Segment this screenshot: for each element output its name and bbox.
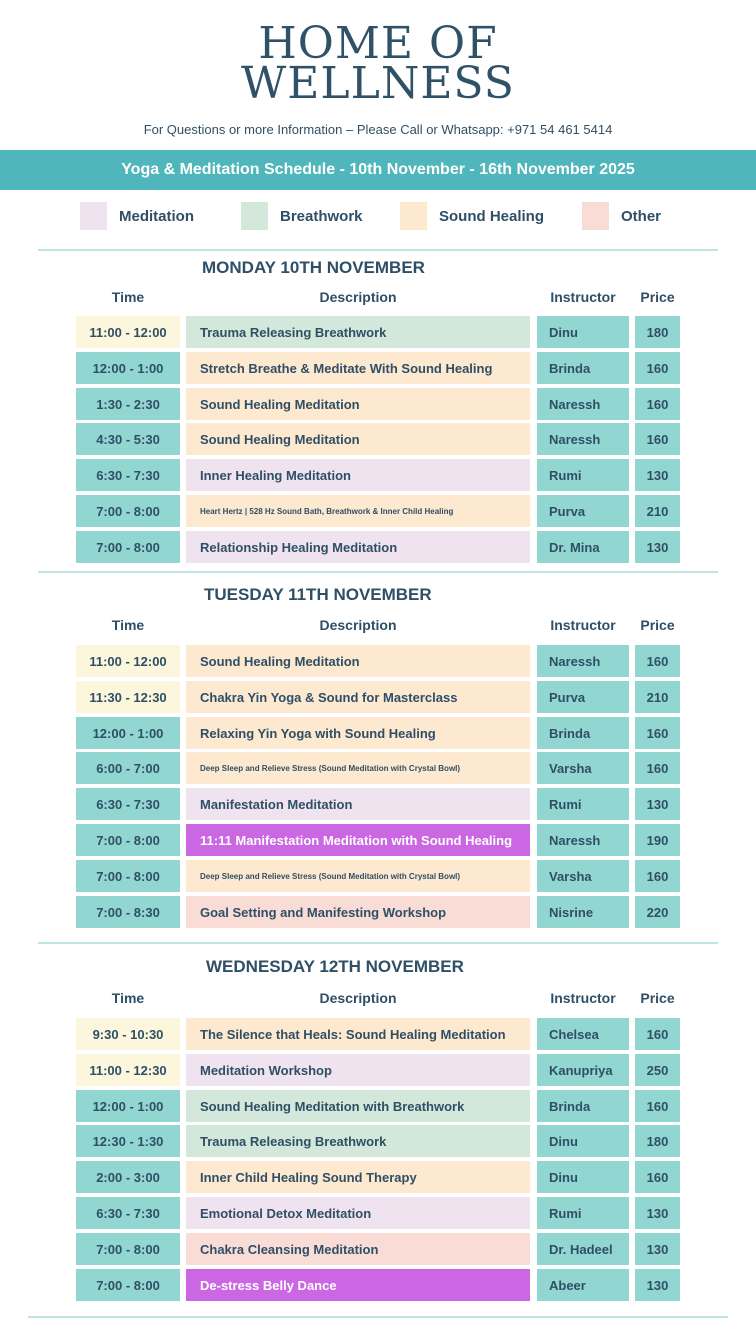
column-header-instructor: Instructor <box>550 289 616 305</box>
column-header-time: Time <box>111 289 145 305</box>
session-time: 6:30 - 7:30 <box>76 459 180 491</box>
column-header-description: Description <box>319 289 397 305</box>
session-description: Heart Hertz | 528 Hz Sound Bath, Breathwork & Inner Child Healing <box>186 495 530 527</box>
day-title: WEDNESDAY 12TH NOVEMBER <box>206 957 464 976</box>
session-time: 12:30 - 1:30 <box>76 1125 180 1157</box>
session-description: The Silence that Heals: Sound Healing Meditation <box>186 1018 530 1050</box>
session-time: 12:00 - 1:00 <box>76 1090 180 1122</box>
brand-logo-line1: HOME OF <box>258 18 498 69</box>
session-price: 160 <box>635 1090 680 1122</box>
contact-info: For Questions or more Information – Please Call or Whatsapp: +971 54 461 5414 <box>143 122 613 137</box>
session-description: Emotional Detox Meditation <box>186 1197 530 1229</box>
legend-sound-healing <box>400 202 544 230</box>
session-time: 6:30 - 7:30 <box>76 788 180 820</box>
session-time: 7:00 - 8:30 <box>76 896 180 928</box>
session-instructor: Chelsea <box>537 1018 629 1050</box>
section-divider <box>38 571 718 573</box>
session-time: 7:00 - 8:00 <box>76 824 180 856</box>
session-description: Trauma Releasing Breathwork <box>186 1125 530 1157</box>
session-instructor: Brinda <box>537 352 629 384</box>
session-instructor: Dinu <box>537 1125 629 1157</box>
session-instructor: Naressh <box>537 423 629 455</box>
session-instructor: Rumi <box>537 1197 629 1229</box>
session-time: 9:30 - 10:30 <box>76 1018 180 1050</box>
session-price: 160 <box>635 352 680 384</box>
session-instructor: Naressh <box>537 388 629 420</box>
session-time: 7:00 - 8:00 <box>76 531 180 563</box>
legend-meditation <box>80 202 194 230</box>
session-price: 160 <box>635 860 680 892</box>
session-price: 160 <box>635 423 680 455</box>
session-instructor: Purva <box>537 681 629 713</box>
brand-logo-line2: WELLNESS <box>241 58 515 109</box>
session-time: 7:00 - 8:00 <box>76 495 180 527</box>
session-description: Chakra Yin Yoga & Sound for Masterclass <box>186 681 530 713</box>
session-instructor: Nisrine <box>537 896 629 928</box>
session-description: Manifestation Meditation <box>186 788 530 820</box>
session-instructor: Naressh <box>537 824 629 856</box>
session-description: De-stress Belly Dance <box>186 1269 530 1301</box>
session-instructor: Dinu <box>537 1161 629 1193</box>
session-description: Chakra Cleansing Meditation <box>186 1233 530 1265</box>
column-header-description: Description <box>319 617 397 633</box>
column-header-instructor: Instructor <box>550 617 616 633</box>
session-instructor: Kanupriya <box>537 1054 629 1086</box>
session-time: 6:00 - 7:00 <box>76 752 180 784</box>
session-description: Inner Healing Meditation <box>186 459 530 491</box>
column-header-description: Description <box>319 990 397 1006</box>
session-description: Sound Healing Meditation <box>186 388 530 420</box>
session-time: 1:30 - 2:30 <box>76 388 180 420</box>
session-price: 160 <box>635 1161 680 1193</box>
legend-other <box>582 202 661 230</box>
session-description: Trauma Releasing Breathwork <box>186 316 530 348</box>
session-price: 190 <box>635 824 680 856</box>
session-instructor: Varsha <box>537 860 629 892</box>
session-time: 12:00 - 1:00 <box>76 717 180 749</box>
column-header-time: Time <box>111 617 145 633</box>
session-instructor: Abeer <box>537 1269 629 1301</box>
session-price: 130 <box>635 1269 680 1301</box>
session-instructor: Brinda <box>537 717 629 749</box>
legend-label: Breathwork <box>280 207 363 225</box>
session-description: Goal Setting and Manifesting Workshop <box>186 896 530 928</box>
session-time: 7:00 - 8:00 <box>76 1233 180 1265</box>
session-price: 130 <box>635 1197 680 1229</box>
session-description: Sound Healing Meditation <box>186 645 530 677</box>
section-divider <box>38 249 718 251</box>
session-instructor: Rumi <box>537 459 629 491</box>
session-price: 130 <box>635 459 680 491</box>
section-divider <box>28 1316 728 1318</box>
legend-label: Meditation <box>119 207 194 225</box>
column-header-price: Price <box>640 990 675 1006</box>
session-price: 250 <box>635 1054 680 1086</box>
session-price: 210 <box>635 495 680 527</box>
column-header-time: Time <box>111 990 145 1006</box>
session-time: 4:30 - 5:30 <box>76 423 180 455</box>
session-price: 180 <box>635 1125 680 1157</box>
day-title: TUESDAY 11TH NOVEMBER <box>204 585 432 604</box>
session-price: 130 <box>635 788 680 820</box>
session-description: Sound Healing Meditation <box>186 423 530 455</box>
session-instructor: Purva <box>537 495 629 527</box>
session-instructor: Brinda <box>537 1090 629 1122</box>
session-description: Meditation Workshop <box>186 1054 530 1086</box>
session-price: 160 <box>635 752 680 784</box>
session-time: 7:00 - 8:00 <box>76 860 180 892</box>
session-price: 160 <box>635 717 680 749</box>
session-time: 12:00 - 1:00 <box>76 352 180 384</box>
session-description: Inner Child Healing Sound Therapy <box>186 1161 530 1193</box>
session-instructor: Naressh <box>537 645 629 677</box>
legend-swatch-sound-healing <box>400 202 427 230</box>
column-header-price: Price <box>640 617 675 633</box>
session-instructor: Varsha <box>537 752 629 784</box>
session-description: Deep Sleep and Relieve Stress (Sound Meditation with Crystal Bowl) <box>186 752 530 784</box>
session-description: Relationship Healing Meditation <box>186 531 530 563</box>
legend-swatch-meditation <box>80 202 107 230</box>
section-divider <box>38 942 718 944</box>
session-time: 2:00 - 3:00 <box>76 1161 180 1193</box>
session-time: 11:00 - 12:00 <box>76 316 180 348</box>
day-title: MONDAY 10TH NOVEMBER <box>202 258 425 277</box>
session-price: 160 <box>635 645 680 677</box>
session-time: 11:00 - 12:00 <box>76 645 180 677</box>
schedule-banner: Yoga & Meditation Schedule - 10th November - 16th November 2025 <box>0 150 756 190</box>
session-price: 210 <box>635 681 680 713</box>
session-price: 160 <box>635 1018 680 1050</box>
legend-swatch-breathwork <box>241 202 268 230</box>
session-time: 11:30 - 12:30 <box>76 681 180 713</box>
session-description: Deep Sleep and Relieve Stress (Sound Meditation with Crystal Bowl) <box>186 860 530 892</box>
session-time: 7:00 - 8:00 <box>76 1269 180 1301</box>
legend-label: Other <box>621 207 662 225</box>
legend-swatch-other <box>582 202 609 230</box>
session-instructor: Dinu <box>537 316 629 348</box>
session-instructor: Dr. Mina <box>537 531 629 563</box>
session-instructor: Dr. Hadeel <box>537 1233 629 1265</box>
session-time: 6:30 - 7:30 <box>76 1197 180 1229</box>
session-price: 130 <box>635 531 680 563</box>
session-description: 11:11 Manifestation Meditation with Sound Healing <box>186 824 530 856</box>
session-price: 130 <box>635 1233 680 1265</box>
column-header-price: Price <box>640 289 675 305</box>
legend-label: Sound Healing <box>439 207 544 225</box>
legend-breathwork <box>241 202 363 230</box>
session-description: Stretch Breathe & Meditate With Sound Healing <box>186 352 530 384</box>
session-description: Sound Healing Meditation with Breathwork <box>186 1090 530 1122</box>
session-price: 160 <box>635 388 680 420</box>
session-price: 220 <box>635 896 680 928</box>
session-price: 180 <box>635 316 680 348</box>
session-description: Relaxing Yin Yoga with Sound Healing <box>186 717 530 749</box>
session-time: 11:00 - 12:30 <box>76 1054 180 1086</box>
session-instructor: Rumi <box>537 788 629 820</box>
column-header-instructor: Instructor <box>550 990 616 1006</box>
